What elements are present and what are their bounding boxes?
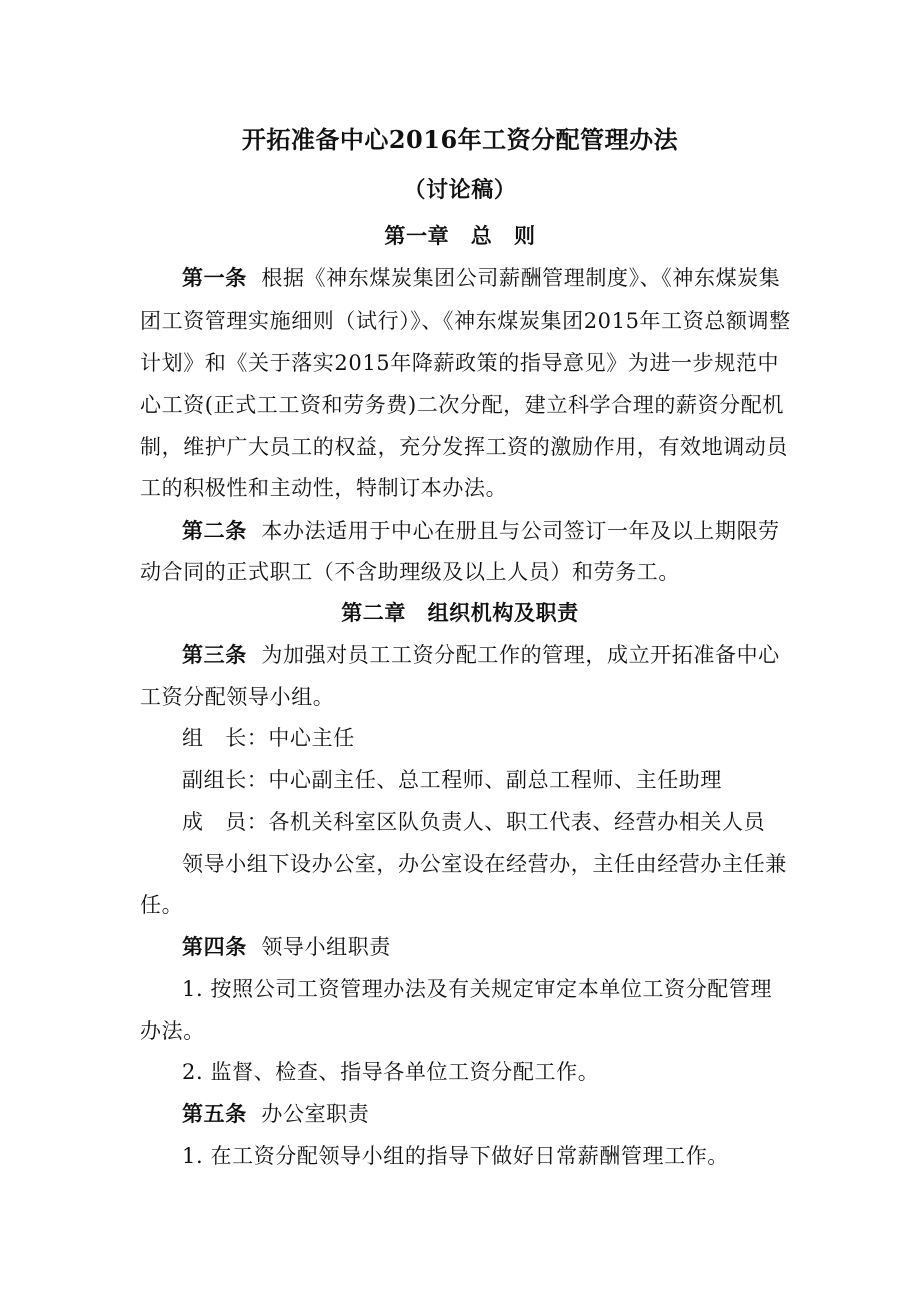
article-1-label: 第一条 [182,265,247,290]
article-4-item-1-cont: 办法。 [140,1019,205,1043]
article-3-line-1 [182,639,780,669]
document-title: 开拓准备中心2016年工资分配管理办法 [241,125,679,154]
article-4-line-1 [182,931,391,961]
group-members: 成 员：各机关科室区队负责人、职工代表、经营办相关人员 [182,810,766,834]
office-line-2: 任。 [140,893,184,917]
article-2-label: 第二条 [182,518,247,543]
article-1-line-2: 团工资管理实施细则（试行）》、《神东煤炭集团2015年工资总额调整 [140,309,791,333]
chapter-heading-1: 第一章 总 则 [384,223,536,248]
article-1-line-3: 计划》和《关于落实2015年降薪政策的指导意见》为进一步规范中 [140,351,780,375]
article-5-label: 第五条 [182,1101,247,1126]
article-3-text-1: 为加强对员工工资分配工作的管理，成立开拓准备中心 [261,643,780,667]
article-4-item-1: 1. 按照公司工资管理办法及有关规定审定本单位工资分配管理 [182,977,773,1001]
article-2-line-2: 动合同的正式职工（不含助理级及以上人员）和劳务工。 [140,560,680,584]
article-2-line-1 [182,515,780,545]
article-3-label: 第三条 [182,642,247,667]
article-1-line-5: 制，维护广大员工的权益，充分发挥工资的激励作用，有效地调动员 [140,435,788,459]
article-1-text-1: 根据《神东煤炭集团公司薪酬管理制度》、《神东煤炭集 [261,266,781,290]
article-4-item-2: 2. 监督、检查、指导各单位工资分配工作。 [182,1060,600,1084]
group-deputy: 副组长：中心副主任、总工程师、副总工程师、主任助理 [182,768,722,792]
article-5-title: 办公室职责 [261,1102,370,1126]
article-2-text-1: 本办法适用于中心在册且与公司签订一年及以上期限劳 [261,519,780,543]
chapter-heading-2: 第二章 组织机构及职责 [341,600,579,625]
office-line-1: 领导小组下设办公室，办公室设在经营办，主任由经营办主任兼 [182,852,787,876]
article-1-line-1 [182,262,780,292]
article-1-line-4: 心工资(正式工工资和劳务费)二次分配，建立科学合理的薪资分配机 [140,393,784,417]
article-4-label: 第四条 [182,934,247,959]
article-4-title: 领导小组职责 [261,935,391,959]
article-1-line-6: 工的积极性和主动性，特制订本办法。 [140,476,508,500]
article-5-item-1: 1. 在工资分配领导小组的指导下做好日常薪酬管理工作。 [182,1144,729,1168]
article-5-line-1 [182,1098,369,1128]
article-3-line-2: 工资分配领导小组。 [140,685,335,709]
document-subtitle: （讨论稿） [403,177,517,203]
group-leader: 组 长：中心主任 [182,726,355,750]
